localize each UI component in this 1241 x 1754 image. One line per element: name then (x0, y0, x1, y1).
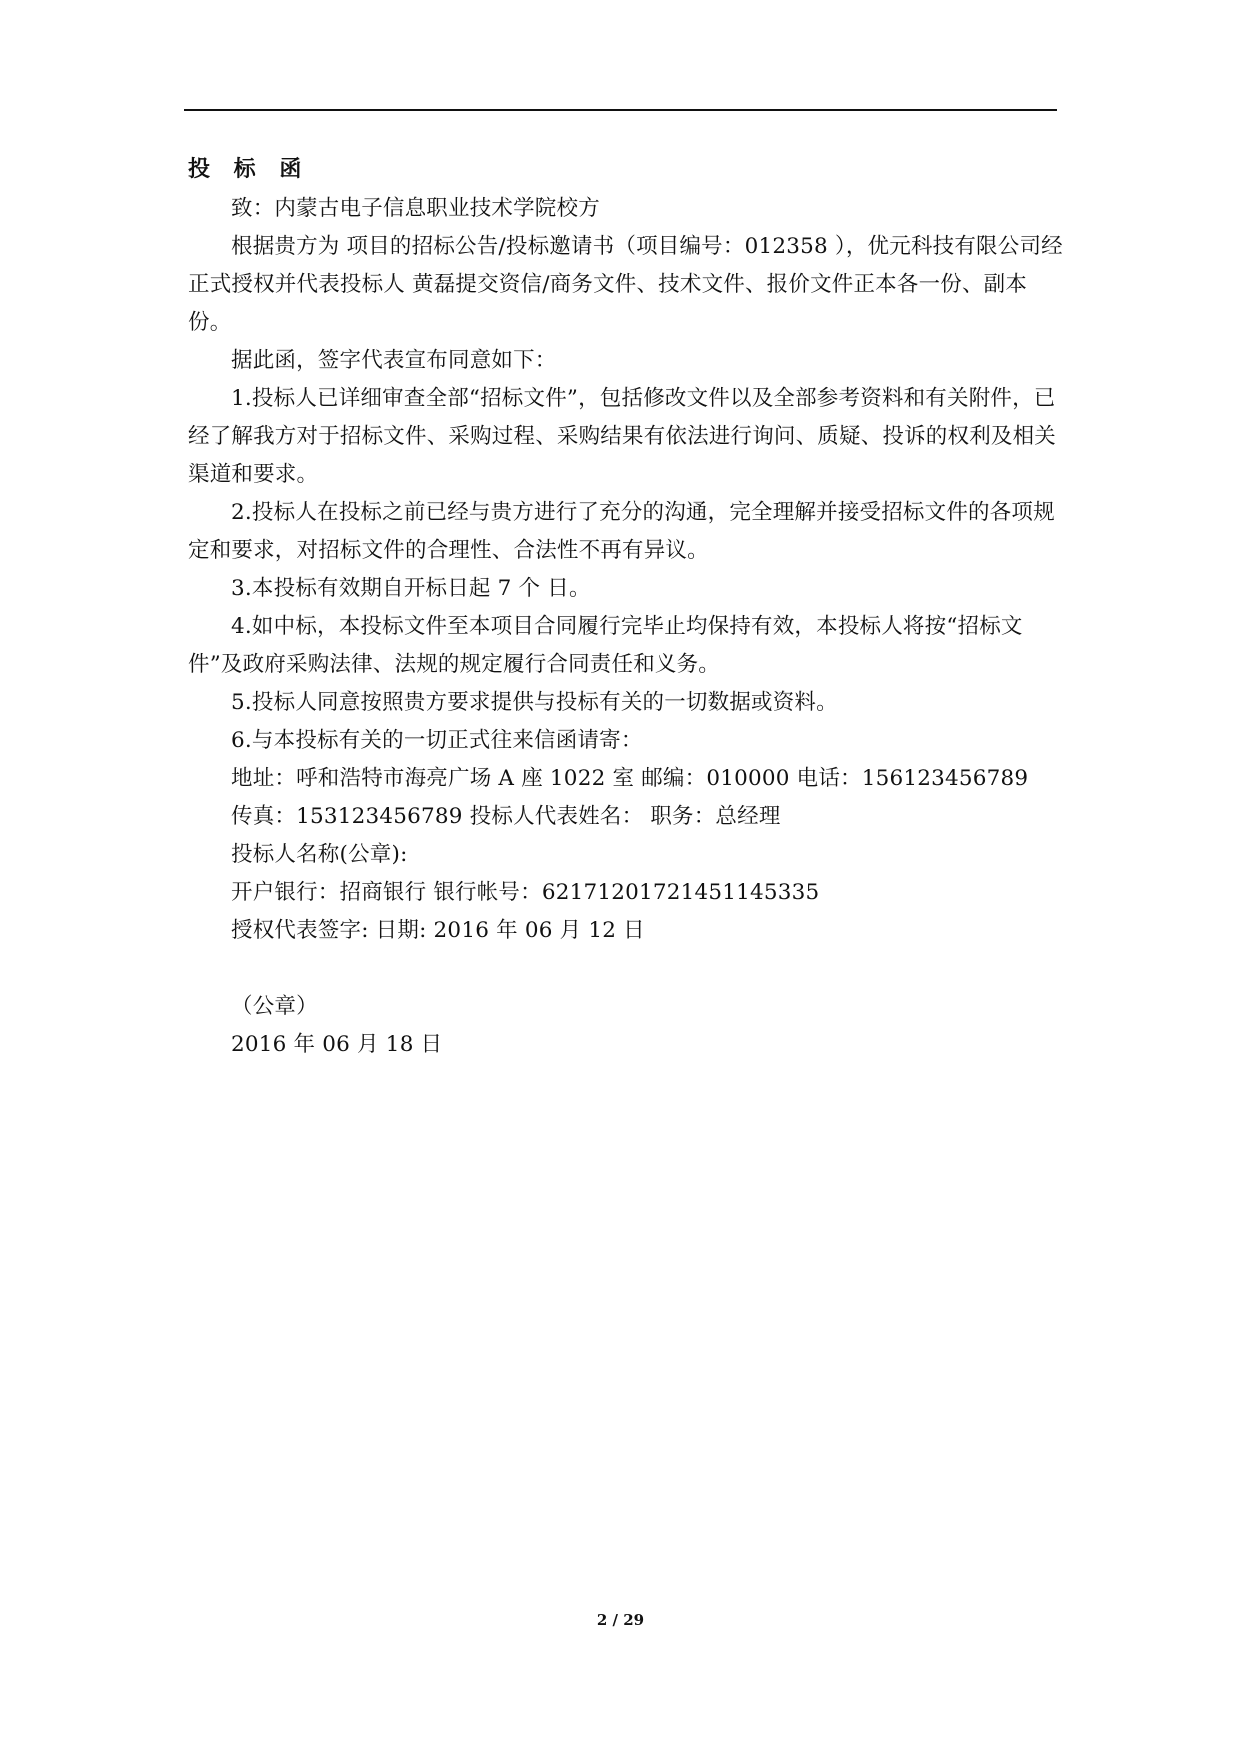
item-5: 5.投标人同意按照贵方要求提供与投标有关的一切数据或资料。 (231, 690, 838, 715)
page-number: 2 / 29 (596, 1611, 645, 1629)
spacer (188, 950, 1068, 988)
seal-label: （公章） (231, 994, 318, 1019)
sign-line: 授权代表签字: 日期: 2016 年 06 月 12 日 (231, 918, 645, 943)
fax-line: 传真：153123456789 投标人代表姓名： 职务：总经理 (231, 804, 781, 829)
header-rule (184, 109, 1057, 111)
page-title: 投 标 函 (188, 157, 310, 182)
bidder-name-line: 投标人名称(公章): (231, 842, 408, 867)
salutation: 致：内蒙古电子信息职业技术学院校方 (231, 196, 600, 221)
bid-letter-body (188, 150, 1068, 1064)
item-1: 1.投标人已详细审查全部“招标文件”，包括修改文件以及全部参考资料和有关附件，已经了解我方对于招标文件、采购过程、采购结果有依法进行询问、质疑、投诉的权利及相关渠道和要求。 (188, 386, 1057, 487)
intro-paragraph: 根据贵方为 项目的招标公告/投标邀请书（项目编号：012358 ），优元科技有限公司经正式授权并代表投标人 黄磊提交资信/商务文件、技术文件、报价文件正本各一份、副本 份。 (188, 234, 1063, 335)
item-2: 2.投标人在投标之前已经与贵方进行了充分的沟通，完全理解并接受招标文件的各项规定和要求，对招标文件的合理性、合法性不再有异议。 (188, 500, 1055, 563)
bank-line: 开户银行：招商银行 银行帐号：62171201721451145335 (231, 880, 820, 905)
item-6: 6.与本投标有关的一切正式往来信函请寄： (231, 728, 643, 753)
item-4: 4.如中标，本投标文件至本项目合同履行完毕止均保持有效，本投标人将按“招标文件”及政府采购法律、法规的规定履行合同责任和义务。 (188, 614, 1023, 677)
address-line: 地址：呼和浩特市海亮广场 A 座 1022 室 邮编：010000 电话：156123456789 (231, 766, 1029, 791)
seal-date: 2016 年 06 月 18 日 (231, 1032, 443, 1057)
item-3: 3.本投标有效期自开标日起 7 个 日。 (231, 576, 591, 601)
declare-paragraph: 据此函，签字代表宣布同意如下： (231, 348, 557, 373)
